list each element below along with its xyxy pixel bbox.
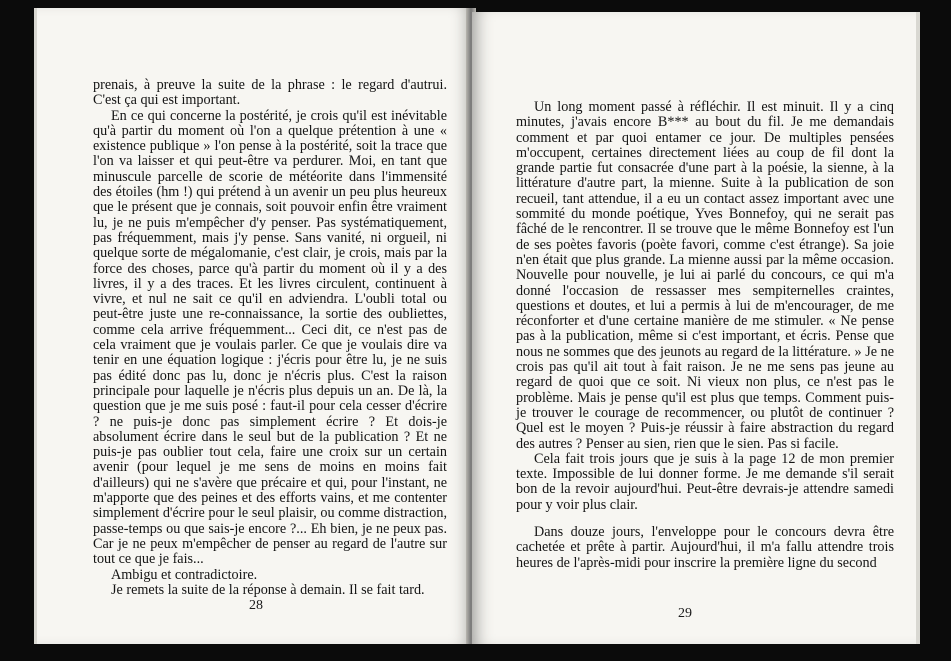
paragraph: Un long moment passé à réfléchir. Il est minuit. Il y a cinq minutes, j'avais encore B*** au bout du fil. Je me demandais comment et par quoi entamer ce jour. De multiples pensées m'occupent, certaines directement liées au coup de fil dont la grande partie fut consacrée d'une part à la poésie, la sienne, à la littérature d'autre part, la mienne. Suite à la publication de son recueil, tant attendue, il a eu un contact assez important avec une sommité du monde poétique, Yves Bonnefoy, qui ne serait pas fâché de le rencontrer. Il se trouve que le même Bonnefoy est l'un de ses poètes favoris (poète favori, comme c'est étrange). Sa joie n'en était que plus grande. La mienne aussi par la même occasion. Nouvelle pour nouvelle, je lui ai parlé du concours, ce qui m'a donné l'occasion de ressasser mes sempiternelles craintes, questions et doutes, et lui a permis à lui de m'encourager, de me réconforter et d'une certaine manière de me stimuler. « Ne pense pas à la publication, même si c'est important, et écris. Pense que nous ne sommes que des jeunots au regard de la littérature. » Je ne crois pas qu'il ait tout à fait raison. Je ne me sens pas jeune au regard de quoi que ce soit. Ni vieux non plus, ce n'est pas le problème. Mais je pense qu'il est plus que temps. Comment puis-je trouver le courage de recommencer, ou plutôt de continuer ? Quel est le moyen ? Puis-je réussir à faire abstraction du regard des autres ? Penser au sien, rien que le sien. Pas si facile. bbox=[516, 99, 894, 452]
paragraph: Ambigu et contradictoire. bbox=[111, 566, 258, 583]
paragraph: Dans douze jours, l'enveloppe pour le concours devra être cachetée et prête à partir. Aujourd'hui, il m'a fallu attendre trois heures de l'après-midi pour inscrire la première ligne du second bbox=[516, 524, 894, 571]
page-number: 29 bbox=[678, 606, 692, 621]
paragraph: En ce qui concerne la postérité, je crois qu'il est inévitable qu'à partir du moment où l'on a quelque prétention à une « existence publique » l'on pense à la postérité, soit la trace que l'on va laisser et qui peut-être va perdurer. Moi, en tant que minuscule parcelle de scorie de météorite dans l'immensité des étoiles (hm !) qui prétend à un avenir un peu plus heureux que le présent que je connais, soit pouvoir enfin être vraiment lu, je ne puis m'empêcher d'y penser. Pas systématiquement, pas fréquemment, mais j'y pense. Sans vanité, ni orgueil, ni quelque sorte de mégalomanie, c'est clair, je crois, mais par la force des choses, parce qu'à partir du moment où il y a des livres, il y a des traces. Et les livres circulent, continuent à vivre, et nul ne sait ce qu'il en adviendra. L'oubli total ou peut-être juste une re-connaissance, la sortie des oubliettes, comme cela arrive fréquemment... Ceci dit, ce n'est pas de cela vraiment que je voulais parler. Ce que je voulais dire va tenir en une équation logique : j'écris pour être lu, je ne suis pas édité donc pas lu, donc je n'écris plus. C'est la raison principale pour laquelle je n'écris plus depuis un an. De là, la question que je me suis posé : faut-il pour cela cesser d'écrire ? ne puis-je donc pas simplement écrire ? Et dois-je absolument écrire dans le seul but de la publication ? Et ne puis-je pas oublier tout cela, faire une croix sur un certain avenir (pour lequel je me sens de moins en moins fait d'ailleurs) qui ne s'avère que précaire et qui, pour l'instant, ne m'apporte que des peines et des efforts vains, et me contenter simplement d'écrire pour le seul plaisir, ou comme distraction, passe-temps ou que sais-je encore ?... Eh bien, je ne peux pas. Car je ne peux m'empêcher de penser au regard de l'autre sur tout ce que je fais... bbox=[93, 107, 447, 568]
right-page bbox=[472, 12, 920, 644]
right-page-text bbox=[516, 100, 894, 571]
page-number: 28 bbox=[249, 598, 263, 613]
paragraph: prenais, à preuve la suite de la phrase : le regard d'autrui. C'est ça qui est important. bbox=[93, 77, 447, 109]
paragraph: Je remets la suite de la réponse à demain. Il se fait tard. bbox=[111, 581, 425, 598]
left-page-text bbox=[93, 78, 447, 598]
paragraph: Cela fait trois jours que je suis à la page 12 de mon premier texte. Impossible de lui donner forme. Je me demande s'il serait bon de la revoir aujourd'hui. Peut-être devrais-je attendre samedi pour y voir plus clair. bbox=[516, 450, 894, 513]
left-page bbox=[34, 8, 472, 644]
